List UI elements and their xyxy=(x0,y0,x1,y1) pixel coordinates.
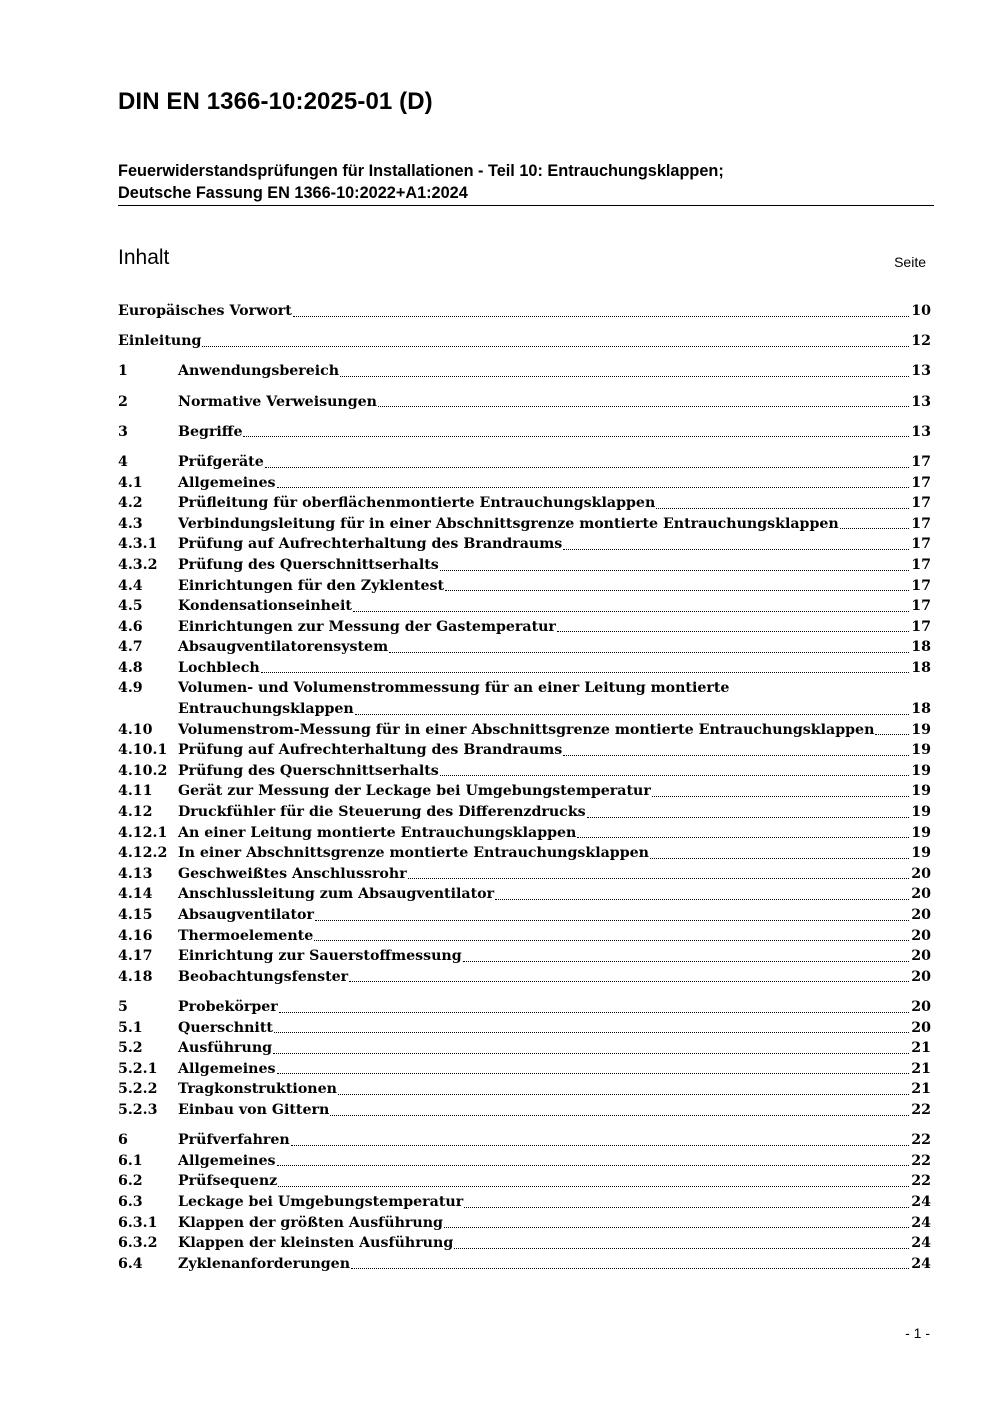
page-column-label: Seite xyxy=(894,254,926,270)
toc-entry[interactable] xyxy=(118,1079,931,1100)
toc-entry-label: Prüfung auf Aufrechterhaltung des Brandraums xyxy=(178,742,563,759)
toc-entry-number: 4.4 xyxy=(118,577,143,594)
toc-entry-number: 4.8 xyxy=(118,659,143,676)
toc-leader-dots xyxy=(260,658,912,679)
toc-entry-label: Klappen der kleinsten Ausführung xyxy=(178,1235,454,1252)
toc-entry-page: 12 xyxy=(911,333,931,350)
toc-entry-page: 17 xyxy=(911,536,931,553)
toc-leader-dots xyxy=(562,740,911,761)
toc-entry[interactable] xyxy=(118,1151,931,1172)
toc-entry[interactable] xyxy=(118,514,931,535)
toc-entry[interactable] xyxy=(118,1130,931,1151)
toc-entry-page: 17 xyxy=(911,515,931,532)
toc-entry-label: Allgemeines xyxy=(178,474,276,491)
toc-entry-label: Lochblech xyxy=(178,659,260,676)
toc-entry[interactable] xyxy=(118,1192,931,1213)
toc-leader-dots xyxy=(651,781,911,802)
toc-entry-label: Volumen- und Volumenstrommessung für an einer Leitung montierte xyxy=(178,680,730,697)
toc-leader-dots xyxy=(439,555,911,576)
toc-leader-dots xyxy=(655,493,911,514)
toc-entry[interactable] xyxy=(118,361,931,382)
toc-entry-page: 22 xyxy=(911,1101,931,1118)
toc-entry-number: 5.2.2 xyxy=(118,1081,158,1098)
toc-entry[interactable] xyxy=(118,946,931,967)
toc-entry-number: 4.15 xyxy=(118,907,153,923)
toc-entry-page: 20 xyxy=(911,907,931,923)
toc-entry[interactable] xyxy=(118,1100,931,1121)
toc-entry-number: 5.2.3 xyxy=(118,1101,158,1118)
toc-entry[interactable] xyxy=(118,740,931,761)
toc-entry[interactable] xyxy=(118,823,931,844)
toc-entry[interactable] xyxy=(118,493,931,514)
toc-entry-label: Einrichtungen zur Messung der Gastemperatur xyxy=(178,618,556,635)
toc-entry[interactable] xyxy=(118,658,931,679)
toc-entry[interactable] xyxy=(118,637,931,658)
toc-leader-dots xyxy=(272,1038,911,1059)
toc-entry-page: 17 xyxy=(911,556,931,573)
toc-entry-number: 3 xyxy=(118,423,128,440)
toc-entry-label: Absaugventilator xyxy=(178,907,314,923)
toc-leader-dots xyxy=(443,1213,911,1234)
document-title-line-2: Deutsche Fassung EN 1366-10:2022+A1:2024 xyxy=(118,184,468,202)
toc-entry-label: Anwendungsbereich xyxy=(178,363,340,380)
toc-entry-label: Prüfgeräte xyxy=(178,453,264,470)
toc-leader-dots xyxy=(352,596,911,617)
toc-entry-page: 20 xyxy=(911,1019,931,1036)
toc-entry-number: 4.12.2 xyxy=(118,845,168,862)
toc-entry-label: Allgemeines xyxy=(178,1060,276,1077)
toc-entry-number: 4.16 xyxy=(118,927,153,944)
toc-leader-dots xyxy=(439,761,911,782)
toc-entry-page: 22 xyxy=(911,1173,931,1190)
toc-entry-label-continued: Entrauchungsklappen xyxy=(178,701,354,718)
toc-leader-dots xyxy=(839,514,912,535)
page-number: - 1 - xyxy=(905,1325,930,1341)
toc-entry-page: 20 xyxy=(911,998,931,1015)
toc-entry[interactable] xyxy=(118,422,931,443)
toc-leader-dots xyxy=(278,997,912,1018)
toc-entry-number: 2 xyxy=(118,393,128,410)
toc-entry-page: 20 xyxy=(911,865,931,882)
toc-entry-page: 21 xyxy=(911,1081,931,1098)
toc-entry[interactable] xyxy=(118,617,931,638)
toc-entry[interactable] xyxy=(118,926,931,947)
toc-entry-number: 4.13 xyxy=(118,865,153,882)
toc-entry-label: Einrichtungen für den Zyklentest xyxy=(178,577,445,594)
toc-entry-page: 24 xyxy=(911,1193,931,1210)
toc-entry-label: Verbindungsleitung für in einer Abschnittsgrenze montierte Entrauchungsklappen xyxy=(178,515,839,532)
toc-entry[interactable] xyxy=(118,864,931,885)
toc-entry-page: 22 xyxy=(911,1152,931,1169)
toc-entry[interactable] xyxy=(118,843,931,864)
toc-entry-number: 4.10.1 xyxy=(118,742,168,759)
toc-entry-page: 17 xyxy=(911,577,931,594)
toc-leader-dots xyxy=(576,823,911,844)
toc-entry[interactable] xyxy=(118,967,931,988)
toc-entry-label: Prüfsequenz xyxy=(178,1173,278,1190)
toc-leader-dots xyxy=(586,802,912,823)
toc-leader-dots xyxy=(388,637,911,658)
toc-entry-number: 4.17 xyxy=(118,948,153,965)
toc-entry-page: 13 xyxy=(911,363,931,380)
document-title xyxy=(118,160,938,204)
toc-entry[interactable] xyxy=(118,473,931,494)
toc-entry-page: 19 xyxy=(911,762,931,779)
toc-leader-dots xyxy=(337,1079,911,1100)
toc-entry-number: 5.1 xyxy=(118,1019,143,1036)
toc-entry[interactable] xyxy=(118,596,931,617)
toc-entry-number: 4.1 xyxy=(118,474,143,491)
toc-entry-label: Beobachtungsfenster xyxy=(178,968,349,985)
toc-entry-label: Druckfühler für die Steuerung des Differenzdrucks xyxy=(178,804,586,821)
toc-entry-label: An einer Leitung montierte Entrauchungsklappen xyxy=(178,824,577,841)
toc-entry-page: 21 xyxy=(911,1060,931,1077)
toc-entry-number: 4 xyxy=(118,453,128,470)
toc-entry[interactable] xyxy=(118,720,931,741)
toc-entry-label: Leckage bei Umgebungstemperatur xyxy=(178,1193,464,1210)
toc-entry-label: Normative Verweisungen xyxy=(178,393,377,410)
toc-entry-page: 17 xyxy=(911,495,931,512)
toc-leader-dots xyxy=(350,1254,911,1275)
toc-entry-page: 22 xyxy=(911,1132,931,1149)
toc-entry-label: Prüfung auf Aufrechterhaltung des Brandraums xyxy=(178,536,563,553)
toc-entry-number: 5.2 xyxy=(118,1040,143,1057)
toc-leader-dots xyxy=(562,534,911,555)
toc-entry-page: 17 xyxy=(911,598,931,615)
toc-entry-number: 4.12.1 xyxy=(118,824,168,841)
toc-entry-page: 20 xyxy=(911,886,931,903)
toc-leader-dots xyxy=(556,617,911,638)
toc-entry-number: 4.2 xyxy=(118,495,143,512)
toc-entry-page: 20 xyxy=(911,927,931,944)
toc-entry-page: 17 xyxy=(911,474,931,491)
title-divider xyxy=(118,205,934,206)
toc-entry[interactable] xyxy=(118,884,931,905)
toc-entry-label: Probekörper xyxy=(178,998,278,1015)
toc-entry[interactable] xyxy=(118,905,931,926)
document-number: DIN EN 1366-10:2025-01 (D) xyxy=(118,88,433,115)
toc-leader-dots xyxy=(494,884,911,905)
toc-leader-dots xyxy=(313,926,911,947)
toc-entry-page: 10 xyxy=(911,303,931,319)
toc-entry-number: 4.14 xyxy=(118,886,153,903)
toc-entry-number: 4.3.1 xyxy=(118,536,158,553)
toc-entry-label: Gerät zur Messung der Leckage bei Umgebungstemperatur xyxy=(178,783,651,800)
toc-entry-page: 19 xyxy=(911,742,931,759)
toc-entry-number: 4.3 xyxy=(118,515,143,532)
toc-entry[interactable] xyxy=(118,1059,931,1080)
toc-leader-dots xyxy=(242,422,911,443)
toc-leader-dots xyxy=(649,843,911,864)
toc-leader-dots xyxy=(276,1059,912,1080)
toc-entry-label: Einleitung xyxy=(118,333,202,350)
toc-leader-dots xyxy=(463,1192,911,1213)
toc-entry-number: 4.12 xyxy=(118,804,153,821)
toc-entry-label: In einer Abschnittsgrenze montierte Entrauchungsklappen xyxy=(178,845,649,862)
toc-entry-number: 4.3.2 xyxy=(118,556,158,573)
toc-entry-page: 19 xyxy=(911,824,931,841)
toc-leader-dots xyxy=(453,1233,911,1254)
toc-leader-dots xyxy=(201,331,911,352)
toc-entry-number: 5.2.1 xyxy=(118,1060,158,1077)
toc-leader-dots xyxy=(377,392,911,413)
toc-entry[interactable] xyxy=(118,1254,931,1275)
toc-entry-label: Zyklenanforderungen xyxy=(178,1255,351,1272)
toc-entry-label: Europäisches Vorwort xyxy=(118,303,292,319)
toc-entry-page: 24 xyxy=(911,1255,931,1272)
toc-leader-dots xyxy=(276,1151,912,1172)
toc-entry-page: 24 xyxy=(911,1235,931,1252)
toc-leader-dots xyxy=(277,1171,911,1192)
table-of-contents xyxy=(118,301,931,1274)
toc-entry-number: 6.3.2 xyxy=(118,1235,158,1252)
toc-entry-label: Querschnitt xyxy=(178,1019,273,1036)
toc-entry-label: Allgemeines xyxy=(178,1152,276,1169)
toc-entry-page: 19 xyxy=(911,721,931,738)
toc-leader-dots xyxy=(290,1130,912,1151)
toc-entry-page: 20 xyxy=(911,968,931,985)
toc-entry-label: Prüfung des Querschnittserhalts xyxy=(178,762,439,779)
toc-entry-label: Einrichtung zur Sauerstoffmessung xyxy=(178,948,462,965)
toc-entry[interactable] xyxy=(118,392,931,413)
toc-entry-page: 19 xyxy=(911,804,931,821)
toc-entry-label: Kondensationseinheit xyxy=(178,598,352,615)
document-title-line-1: Feuerwiderstandsprüfungen für Installationen - Teil 10: Entrauchungsklappen; xyxy=(118,162,724,180)
toc-entry-page: 18 xyxy=(911,701,931,718)
toc-entry[interactable] xyxy=(118,555,931,576)
toc-entry[interactable] xyxy=(118,534,931,555)
toc-leader-dots xyxy=(462,946,912,967)
toc-entry[interactable] xyxy=(118,1233,931,1254)
toc-leader-dots xyxy=(874,720,911,741)
toc-entry-page: 24 xyxy=(911,1214,931,1231)
toc-entry-label: Geschweißtes Anschlussrohr xyxy=(178,865,407,882)
toc-entry-page: 19 xyxy=(911,845,931,862)
toc-leader-dots xyxy=(444,576,911,597)
toc-entry[interactable] xyxy=(118,997,931,1018)
toc-entry-number: 6.3 xyxy=(118,1193,143,1210)
toc-leader-dots xyxy=(354,699,911,720)
toc-entry[interactable] xyxy=(118,802,931,823)
toc-entry-label: Absaugventilatorensystem xyxy=(178,639,389,656)
toc-entry-page: 20 xyxy=(911,948,931,965)
toc-entry-page: 17 xyxy=(911,618,931,635)
toc-entry-label: Anschlussleitung zum Absaugventilator xyxy=(178,886,495,903)
toc-entry-label: Klappen der größten Ausführung xyxy=(178,1214,443,1231)
toc-leader-dots xyxy=(407,864,912,885)
toc-leader-dots xyxy=(292,301,911,322)
toc-leader-dots xyxy=(264,452,911,473)
toc-entry[interactable] xyxy=(118,761,931,782)
toc-entry-number: 6.4 xyxy=(118,1255,143,1272)
toc-leader-dots xyxy=(314,905,911,926)
toc-entry[interactable] xyxy=(118,678,931,699)
toc-entry[interactable] xyxy=(118,1213,931,1234)
toc-leader-dots xyxy=(348,967,911,988)
toc-entry[interactable] xyxy=(118,781,931,802)
toc-entry-number: 4.10.2 xyxy=(118,762,168,779)
toc-entry-label: Einbau von Gittern xyxy=(178,1101,330,1118)
toc-entry-number: 4.11 xyxy=(118,783,153,800)
toc-entry-page: 17 xyxy=(911,453,931,470)
toc-entry[interactable] xyxy=(118,1018,931,1039)
toc-heading: Inhalt xyxy=(118,246,170,269)
toc-entry-label: Prüfung des Querschnittserhalts xyxy=(178,556,439,573)
toc-leader-dots xyxy=(339,361,911,382)
toc-entry[interactable] xyxy=(118,576,931,597)
toc-entry-number: 6.3.1 xyxy=(118,1214,158,1231)
toc-entry[interactable] xyxy=(118,301,931,322)
toc-entry-page: 19 xyxy=(911,783,931,800)
toc-entry-number: 4.10 xyxy=(118,721,153,738)
toc-entry[interactable] xyxy=(118,1038,931,1059)
toc-entry-label: Volumenstrom-Messung für in einer Abschnittsgrenze montierte Entrauchungsklappen xyxy=(178,721,875,738)
toc-leader-dots xyxy=(329,1100,911,1121)
toc-entry-number: 4.9 xyxy=(118,680,143,697)
toc-entry-page: 13 xyxy=(911,393,931,410)
toc-entry[interactable] xyxy=(118,1171,931,1192)
toc-entry-continuation[interactable] xyxy=(118,699,931,720)
toc-entry-label: Prüfleitung für oberflächenmontierte Entrauchungsklappen xyxy=(178,495,656,512)
toc-entry[interactable] xyxy=(118,331,931,352)
toc-entry-number: 6 xyxy=(118,1132,128,1149)
toc-entry-number: 4.6 xyxy=(118,618,143,635)
toc-entry[interactable] xyxy=(118,452,931,473)
toc-leader-dots xyxy=(273,1018,911,1039)
toc-entry-number: 4.18 xyxy=(118,968,153,985)
toc-entry-number: 5 xyxy=(118,998,128,1015)
toc-entry-number: 6.1 xyxy=(118,1152,143,1169)
toc-entry-page: 21 xyxy=(911,1040,931,1057)
toc-entry-page: 13 xyxy=(911,423,931,440)
toc-entry-label: Ausführung xyxy=(178,1040,273,1057)
toc-entry-label: Prüfverfahren xyxy=(178,1132,290,1149)
toc-entry-label: Begriffe xyxy=(178,423,243,440)
toc-entry-page: 18 xyxy=(911,639,931,656)
toc-entry-number: 4.5 xyxy=(118,598,143,615)
toc-entry-page: 18 xyxy=(911,659,931,676)
toc-entry-label: Tragkonstruktionen xyxy=(178,1081,337,1098)
toc-entry-number: 4.7 xyxy=(118,639,143,656)
toc-leader-dots xyxy=(276,473,912,494)
toc-entry-label: Thermoelemente xyxy=(178,927,314,944)
toc-entry-number: 6.2 xyxy=(118,1173,143,1190)
toc-entry-number: 1 xyxy=(118,363,128,380)
